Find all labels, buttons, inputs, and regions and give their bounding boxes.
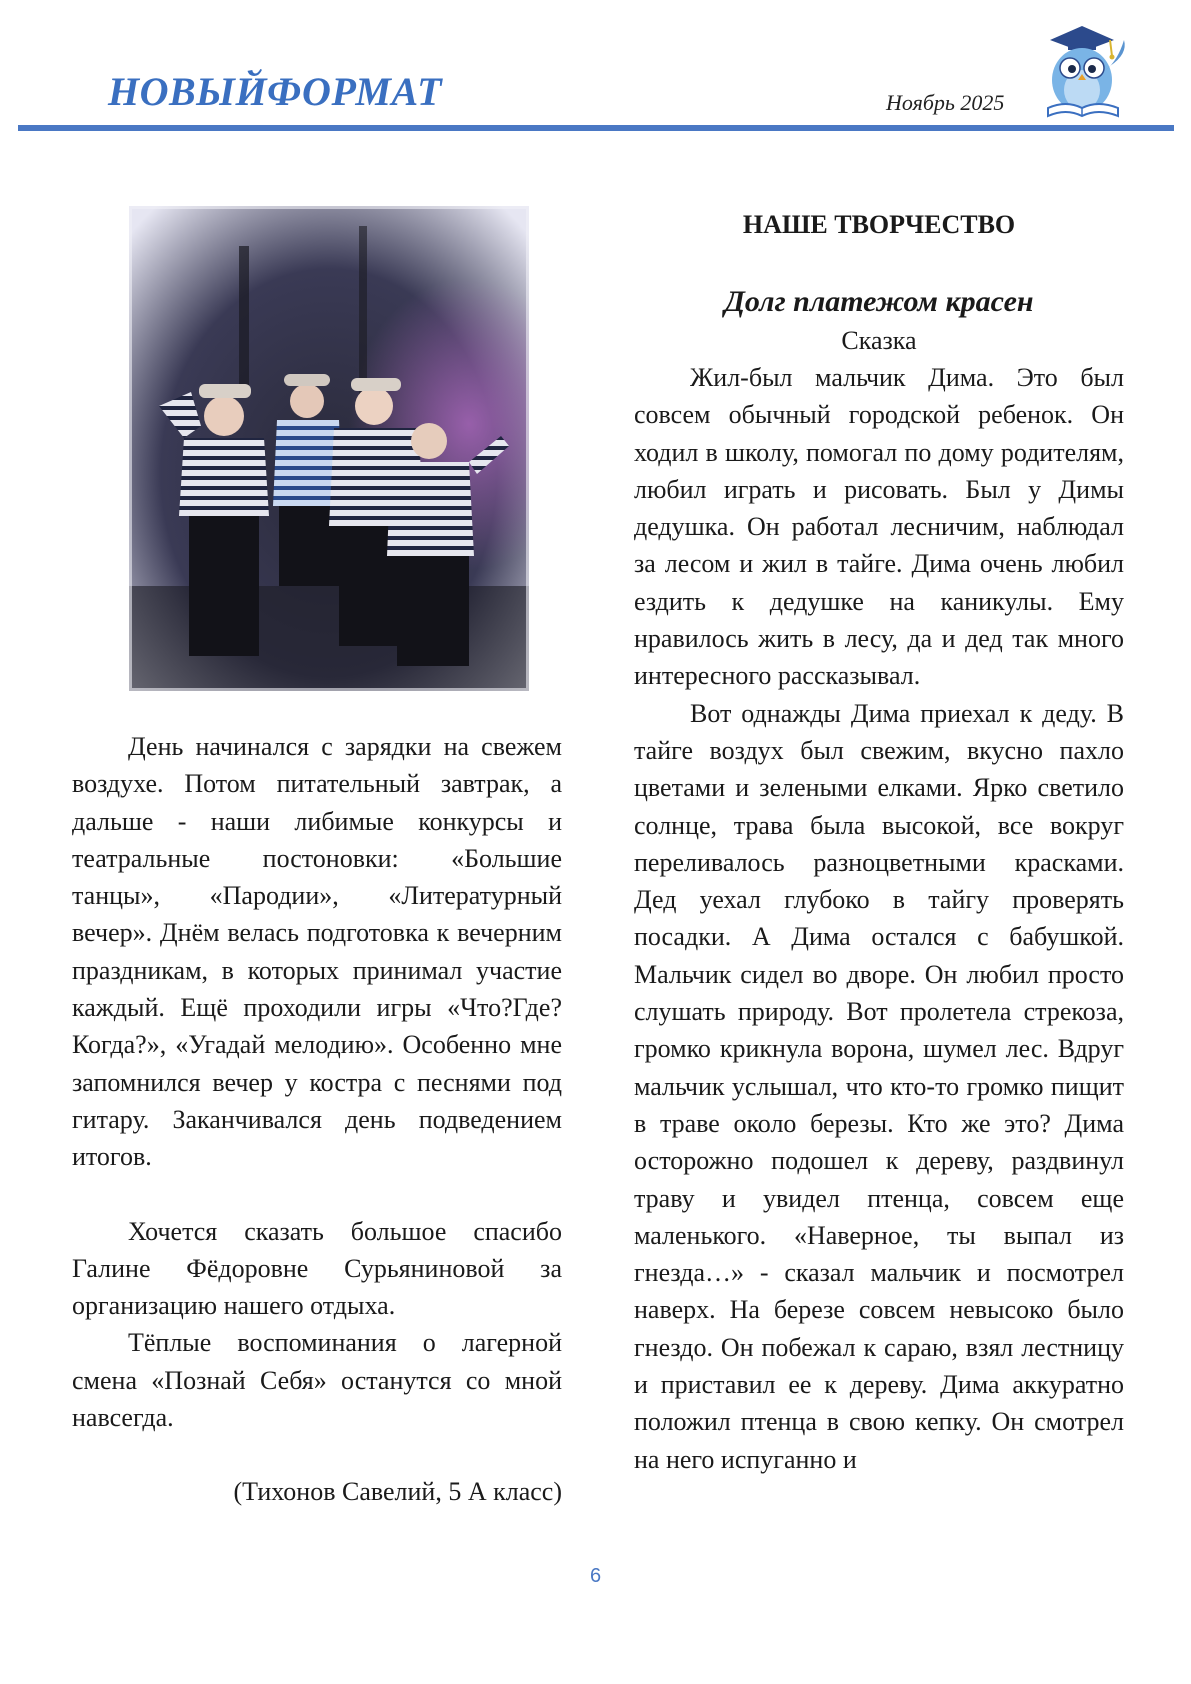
story-paragraph-2: Вот однажды Дима приехал к деду. В тайге воздух был свежим, вкусно пахло цветами и зелеными елками. Ярко светило солнце, трава была высокой, все вокруг переливалось разноцветными красками. Дед уехал глубоко в тайгу проверять посадки. А Дима остался с бабушкой. Мальчик сидел во дворе. Он любил просто слушать природу. Вот пролетела стрекоза, громко крикнула ворона, шумел лес. Вдруг мальчик услышал, что кто-то громко пищит в траве около березы. Кто же это? Дима осторожно подошел к дереву, раздвинул траву и увидел птенца, совсем еще маленького. «Наверное, ты выпал из гнезда…» - сказал мальчик и посмотрел наверх. На березе совсем невысоко было гнездо. Он побежал к сараю, взял лестницу и приставил ее к дереву. Дима аккуратно положил птенца в свою кепку. Он смотрел на него испуганно и <box>634 698 1124 1474</box>
story-title: Долг платежом красен <box>724 285 1034 318</box>
header-divider <box>18 125 1174 131</box>
left-paragraph-2: Хочется сказать большое спасибо Галине Фёдоровне Сурьяниновой за организацию нашего отдыха. <box>72 1216 562 1321</box>
right-column-story <box>634 206 1124 1478</box>
left-column-article <box>72 728 562 1511</box>
group-photo <box>129 206 529 691</box>
left-paragraph-3: Тёплые воспоминания о лагерной смена «Познай Себя» останутся со мной навсегда. <box>72 1328 562 1433</box>
story-paragraph-1: Жил-был мальчик Дима. Это был совсем обычный городской ребенок. Он ходил в школу, помогал по дому родителям, любил играть и рисовать. Был у Димы дедушка. Он работал лесничим, наблюдал за лесом и жил в тайге. Дима очень любил ездить к дедушке на каникулы. Ему нравилось жить в лесу, да и дед так много интересного рассказывал. <box>634 363 1124 691</box>
author-signature: (Тихонов Савелий, 5 А класс) <box>233 1477 562 1507</box>
story-genre: Сказка <box>841 326 917 355</box>
section-title: НАШЕ ТВОРЧЕСТВО <box>742 210 1016 239</box>
issue-date: Ноябрь 2025 <box>886 90 1005 115</box>
masthead-title: НОВЫЙФОРМАТ <box>108 69 443 114</box>
owl-logo-icon <box>1040 10 1130 122</box>
paragraph-gap <box>72 1176 562 1213</box>
page-number: 6 <box>589 1565 602 1587</box>
left-paragraph-1: День начинался с зарядки на свежем воздухе. Потом питательный завтрак, а дальше - наши либимые конкурсы и театральные постоновки: «Большие танцы», «Пародии», «Литературный вечер». Днём велась подготовка к вечерним праздникам, в которых принимал участие каждый. Ещё проходили игры «Что?Где? Когда?», «Угадай мелодию». Особенно мне запомнился вечер у костра с песнями под гитару. Заканчивался день подведением итогов. <box>72 732 562 1172</box>
